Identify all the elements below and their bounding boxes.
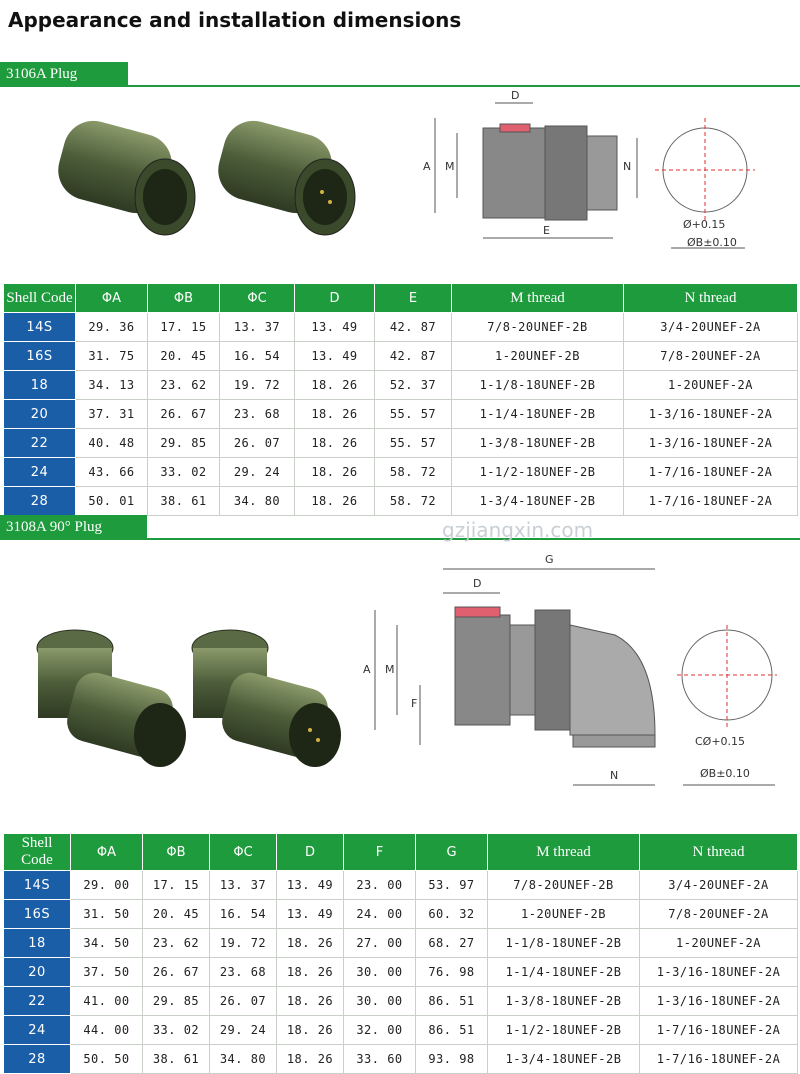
table-cell: 86. 51 bbox=[416, 1016, 488, 1045]
table-3106a bbox=[3, 283, 798, 516]
table-cell: 19. 72 bbox=[220, 371, 295, 400]
shell-code-cell: 14S bbox=[4, 871, 71, 900]
column-header: ΦA bbox=[71, 834, 143, 871]
table-cell: 18. 26 bbox=[295, 429, 375, 458]
dim-d-label: D bbox=[511, 89, 520, 102]
table-row bbox=[4, 400, 798, 429]
table-cell: 86. 51 bbox=[416, 987, 488, 1016]
table-cell: 18. 26 bbox=[277, 1016, 344, 1045]
dim-a-label: A bbox=[363, 663, 371, 676]
table-cell: 38. 61 bbox=[148, 487, 220, 516]
dim-a-label: A bbox=[423, 160, 431, 173]
table-cell: 40. 48 bbox=[76, 429, 148, 458]
table-row bbox=[4, 313, 798, 342]
shell-code-cell: 22 bbox=[4, 429, 76, 458]
table-cell: 29. 85 bbox=[143, 987, 210, 1016]
column-header: ΦA bbox=[76, 284, 148, 313]
table-cell: 93. 98 bbox=[416, 1045, 488, 1074]
table-row bbox=[4, 929, 798, 958]
table-cell: 13. 49 bbox=[295, 342, 375, 371]
table-cell: 29. 00 bbox=[71, 871, 143, 900]
table-cell: 43. 66 bbox=[76, 458, 148, 487]
table-cell: 60. 32 bbox=[416, 900, 488, 929]
table-cell: 1-1/2-18UNEF-2B bbox=[488, 1016, 640, 1045]
table-cell: 27. 00 bbox=[344, 929, 416, 958]
table-cell: 7/8-20UNEF-2A bbox=[624, 342, 798, 371]
table-cell: 1-1/4-18UNEF-2B bbox=[488, 958, 640, 987]
plug-3106a-photos bbox=[50, 112, 380, 242]
dim-f-label: F bbox=[411, 697, 418, 710]
shell-code-cell: 28 bbox=[4, 1045, 71, 1074]
table-cell: 34. 80 bbox=[210, 1045, 277, 1074]
watermark-text: gzjiangxin.com bbox=[442, 518, 594, 542]
table-header-row bbox=[4, 834, 798, 871]
dim-d-label: D bbox=[473, 577, 482, 590]
table-cell: 13. 49 bbox=[277, 900, 344, 929]
table-cell: 26. 07 bbox=[220, 429, 295, 458]
section-divider bbox=[0, 538, 800, 540]
table-cell: 26. 67 bbox=[148, 400, 220, 429]
table-cell: 31. 50 bbox=[71, 900, 143, 929]
shell-code-cell: 18 bbox=[4, 929, 71, 958]
table-cell: 52. 37 bbox=[375, 371, 452, 400]
table-cell: 13. 37 bbox=[210, 871, 277, 900]
table-cell: 1-20UNEF-2A bbox=[640, 929, 798, 958]
table-cell: 17. 15 bbox=[143, 871, 210, 900]
table-cell: 50. 50 bbox=[71, 1045, 143, 1074]
table-cell: 1-3/16-18UNEF-2A bbox=[640, 958, 798, 987]
table-cell: 23. 68 bbox=[210, 958, 277, 987]
plug-photo-1 bbox=[52, 114, 195, 235]
table-cell: 30. 00 bbox=[344, 987, 416, 1016]
table-cell: 26. 07 bbox=[210, 987, 277, 1016]
table-cell: 30. 00 bbox=[344, 958, 416, 987]
table-cell: 32. 00 bbox=[344, 1016, 416, 1045]
table-cell: 16. 54 bbox=[220, 342, 295, 371]
table-cell: 76. 98 bbox=[416, 958, 488, 987]
table-cell: 3/4-20UNEF-2A bbox=[624, 313, 798, 342]
table-cell: 13. 49 bbox=[295, 313, 375, 342]
table-cell: 24. 00 bbox=[344, 900, 416, 929]
table-cell: 1-3/16-18UNEF-2A bbox=[624, 429, 798, 458]
table-row bbox=[4, 900, 798, 929]
table-cell: 1-7/16-18UNEF-2A bbox=[640, 1045, 798, 1074]
table-cell: 13. 37 bbox=[220, 313, 295, 342]
table-cell: 33. 02 bbox=[143, 1016, 210, 1045]
table-cell: 1-20UNEF-2B bbox=[488, 900, 640, 929]
plug-3108a-photos bbox=[20, 620, 350, 770]
table-cell: 34. 50 bbox=[71, 929, 143, 958]
table-cell: 16. 54 bbox=[210, 900, 277, 929]
table-cell: 18. 26 bbox=[277, 987, 344, 1016]
column-header: D bbox=[277, 834, 344, 871]
table-cell: 18. 26 bbox=[295, 487, 375, 516]
table-cell: 23. 62 bbox=[143, 929, 210, 958]
column-header: M thread bbox=[452, 284, 624, 313]
dim-phi-b-label: ØB±0.10 bbox=[687, 236, 737, 249]
table-cell: 29. 24 bbox=[210, 1016, 277, 1045]
dim-n-label: N bbox=[623, 160, 632, 173]
table-cell: 33. 02 bbox=[148, 458, 220, 487]
table-cell: 41. 00 bbox=[71, 987, 143, 1016]
table-cell: 53. 97 bbox=[416, 871, 488, 900]
table-cell: 29. 85 bbox=[148, 429, 220, 458]
table-cell: 26. 67 bbox=[143, 958, 210, 987]
table-cell: 1-20UNEF-2A bbox=[624, 371, 798, 400]
table-cell: 23. 00 bbox=[344, 871, 416, 900]
shell-code-cell: 22 bbox=[4, 987, 71, 1016]
table-cell: 1-3/4-18UNEF-2B bbox=[452, 487, 624, 516]
table-cell: 29. 36 bbox=[76, 313, 148, 342]
table-row bbox=[4, 342, 798, 371]
table-3108a bbox=[3, 833, 798, 1074]
table-cell: 38. 61 bbox=[143, 1045, 210, 1074]
column-header: G bbox=[416, 834, 488, 871]
table-cell: 1-1/8-18UNEF-2B bbox=[452, 371, 624, 400]
table-cell: 1-3/8-18UNEF-2B bbox=[488, 987, 640, 1016]
column-header: D bbox=[295, 284, 375, 313]
plug-3108a-drawing bbox=[355, 545, 780, 795]
section-3106a-label: 3106A Plug bbox=[0, 62, 128, 87]
table-cell: 18. 26 bbox=[277, 958, 344, 987]
column-header: ΦC bbox=[220, 284, 295, 313]
table-cell: 18. 26 bbox=[295, 458, 375, 487]
shell-code-cell: 14S bbox=[4, 313, 76, 342]
table-cell: 44. 00 bbox=[71, 1016, 143, 1045]
table-cell: 1-7/16-18UNEF-2A bbox=[624, 458, 798, 487]
table-cell: 1-20UNEF-2B bbox=[452, 342, 624, 371]
table-cell: 20. 45 bbox=[143, 900, 210, 929]
table-cell: 1-3/16-18UNEF-2A bbox=[624, 400, 798, 429]
table-cell: 1-1/8-18UNEF-2B bbox=[488, 929, 640, 958]
table-cell: 18. 26 bbox=[277, 929, 344, 958]
shell-code-cell: 20 bbox=[4, 400, 76, 429]
column-header: F bbox=[344, 834, 416, 871]
table-cell: 7/8-20UNEF-2B bbox=[452, 313, 624, 342]
shell-code-cell: 16S bbox=[4, 342, 76, 371]
table-cell: 33. 60 bbox=[344, 1045, 416, 1074]
table-cell: 7/8-20UNEF-2B bbox=[488, 871, 640, 900]
column-header: M thread bbox=[488, 834, 640, 871]
table-cell: 55. 57 bbox=[375, 400, 452, 429]
shell-code-cell: 28 bbox=[4, 487, 76, 516]
table-cell: 20. 45 bbox=[148, 342, 220, 371]
table-cell: 42. 87 bbox=[375, 313, 452, 342]
table-cell: 58. 72 bbox=[375, 487, 452, 516]
table-row bbox=[4, 1016, 798, 1045]
plug-photo-2 bbox=[212, 114, 355, 235]
table-row bbox=[4, 871, 798, 900]
column-header: Shell Code bbox=[4, 284, 76, 313]
table-cell: 17. 15 bbox=[148, 313, 220, 342]
table-row bbox=[4, 429, 798, 458]
table-cell: 23. 62 bbox=[148, 371, 220, 400]
table-header-row bbox=[4, 284, 798, 313]
dim-phi-b-label: ØB±0.10 bbox=[700, 767, 750, 780]
column-header: E bbox=[375, 284, 452, 313]
table-row bbox=[4, 371, 798, 400]
table-cell: 31. 75 bbox=[76, 342, 148, 371]
table-cell: 23. 68 bbox=[220, 400, 295, 429]
dim-n-label: N bbox=[610, 769, 619, 782]
table-cell: 58. 72 bbox=[375, 458, 452, 487]
table-cell: 1-7/16-18UNEF-2A bbox=[624, 487, 798, 516]
dim-m-label: M bbox=[385, 663, 395, 676]
table-cell: 7/8-20UNEF-2A bbox=[640, 900, 798, 929]
table-cell: 34. 80 bbox=[220, 487, 295, 516]
dim-m-label: M bbox=[445, 160, 455, 173]
table-row bbox=[4, 1045, 798, 1074]
shell-code-cell: 24 bbox=[4, 1016, 71, 1045]
table-cell: 1-1/4-18UNEF-2B bbox=[452, 400, 624, 429]
shell-code-cell: 20 bbox=[4, 958, 71, 987]
table-row bbox=[4, 458, 798, 487]
column-header: ΦB bbox=[143, 834, 210, 871]
table-cell: 18. 26 bbox=[295, 400, 375, 429]
dim-phi-tol-label: Ø+0.15 bbox=[683, 218, 726, 231]
shell-code-cell: 16S bbox=[4, 900, 71, 929]
table-cell: 37. 31 bbox=[76, 400, 148, 429]
table-cell: 37. 50 bbox=[71, 958, 143, 987]
table-cell: 1-3/8-18UNEF-2B bbox=[452, 429, 624, 458]
column-header: Shell Code bbox=[4, 834, 71, 871]
table-cell: 68. 27 bbox=[416, 929, 488, 958]
table-cell: 29. 24 bbox=[220, 458, 295, 487]
column-header: N thread bbox=[624, 284, 798, 313]
table-cell: 13. 49 bbox=[277, 871, 344, 900]
table-cell: 1-1/2-18UNEF-2B bbox=[452, 458, 624, 487]
shell-code-cell: 18 bbox=[4, 371, 76, 400]
column-header: N thread bbox=[640, 834, 798, 871]
table-row bbox=[4, 958, 798, 987]
elbow-photo-2 bbox=[192, 630, 341, 767]
elbow-photo-1 bbox=[37, 630, 186, 767]
table-cell: 18. 26 bbox=[277, 1045, 344, 1074]
table-cell: 55. 57 bbox=[375, 429, 452, 458]
dim-e-label: E bbox=[543, 224, 550, 237]
dim-c-tol-label: CØ+0.15 bbox=[695, 735, 746, 748]
table-cell: 18. 26 bbox=[295, 371, 375, 400]
shell-code-cell: 24 bbox=[4, 458, 76, 487]
dim-g-label: G bbox=[545, 553, 554, 566]
table-cell: 3/4-20UNEF-2A bbox=[640, 871, 798, 900]
table-cell: 1-3/16-18UNEF-2A bbox=[640, 987, 798, 1016]
table-cell: 1-3/4-18UNEF-2B bbox=[488, 1045, 640, 1074]
column-header: ΦC bbox=[210, 834, 277, 871]
section-divider bbox=[0, 85, 800, 87]
table-cell: 50. 01 bbox=[76, 487, 148, 516]
table-cell: 19. 72 bbox=[210, 929, 277, 958]
section-3108a-label: 3108A 90° Plug bbox=[0, 515, 147, 540]
table-cell: 34. 13 bbox=[76, 371, 148, 400]
table-row bbox=[4, 487, 798, 516]
table-cell: 1-7/16-18UNEF-2A bbox=[640, 1016, 798, 1045]
page-title: Appearance and installation dimensions bbox=[8, 8, 462, 32]
table-row bbox=[4, 987, 798, 1016]
column-header: ΦB bbox=[148, 284, 220, 313]
plug-3106a-drawing bbox=[415, 88, 755, 268]
table-cell: 42. 87 bbox=[375, 342, 452, 371]
